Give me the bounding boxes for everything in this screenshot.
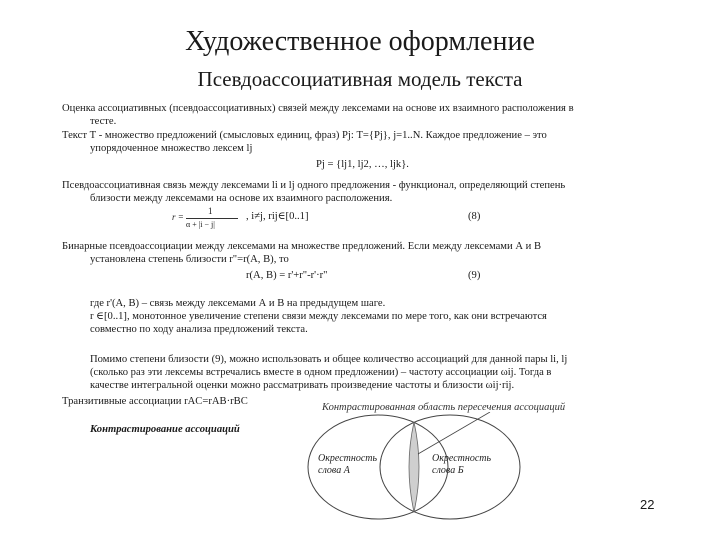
paragraph-8-contrast: Контрастирование ассоциаций <box>90 424 240 435</box>
paragraph-3-line-2: близости между лексемами на основе их взаимного расположения. <box>90 193 393 204</box>
formula-sentence-set: Рj = {lj1, lj2, …, ljk}. <box>316 159 409 170</box>
formula-denominator: α + |i − j| <box>186 220 215 229</box>
venn-pointer-line <box>418 412 490 454</box>
formula-proximity <box>172 206 242 232</box>
venn-left-label-line-1: Окрестность <box>318 453 378 464</box>
venn-title: Контрастированная область пересечения ассоциаций <box>322 402 566 413</box>
venn-right-label <box>432 453 491 477</box>
formula-lhs: r = <box>172 212 184 222</box>
formula-numerator: 1 <box>208 206 213 216</box>
venn-intersection <box>409 422 419 512</box>
paragraph-3-line-1: Псевдоассоциативная связь между лексемами li и lj одного предложения - функционал, определяющий степень <box>62 180 566 191</box>
paragraph-2-line-1: Текст Т - множество предложений (смысловых единиц, фраз) Рj: Т={Рj}, j=1..N. Каждое предложение – это <box>62 130 547 141</box>
paragraph-6-line-1: Помимо степени близости (9), можно использовать и общее количество ассоциаций для данной пары li, lj <box>90 354 568 365</box>
page-number: 22 <box>640 497 655 512</box>
paragraph-5-line-1: где r'(A, B) – связь между лексемами А и В на предыдущем шаге. <box>90 298 386 309</box>
equation-number-8: (8) <box>468 211 481 222</box>
paragraph-1-line-2: тесте. <box>90 116 117 127</box>
paragraph-6-line-2: (сколько раз эти лексемы встречались вместе в одном предложении) – частоту ассоциации ωij. Тогда в <box>90 367 552 378</box>
venn-left-label <box>318 453 377 477</box>
formula-binary-association: r(A, B) = r'+r"-r'·r" <box>246 270 328 281</box>
paragraph-5-line-2: r ∈[0..1], монотонное увеличение степени связи между лексемами по мере того, как они встречаются <box>90 311 547 322</box>
venn-left-label-line-2: слова А <box>318 465 350 476</box>
paragraph-4-line-2: установлена степень близости r"=r(A, B), то <box>90 254 289 265</box>
paragraph-7-transitive: Транзитивные ассоциации rAC=rAB·rBC <box>62 396 248 407</box>
slide-title: Художественное оформление <box>185 26 535 57</box>
fraction-bar <box>186 218 238 219</box>
paragraph-4-line-1: Бинарные псевдоассоциации между лексемами на множестве предложений. Если между лексемами А и В <box>62 241 542 252</box>
paragraph-1-line-1: Оценка ассоциативных (псевдоассоциативных) связей между лексемами на основе их взаимного расположения в <box>62 103 574 114</box>
paragraph-6-line-3: качестве интегральной оценки можно рассматривать произведение частоты и близости ωij·rij. <box>90 380 515 391</box>
equation-number-9: (9) <box>468 270 481 281</box>
venn-right-label-line-1: Окрестность <box>432 453 492 464</box>
paragraph-5-line-3: совместно по ходу анализа предложений текста. <box>90 324 308 335</box>
formula-proximity-condition: , i≠j, rij∈[0..1] <box>246 211 309 222</box>
paragraph-2-line-2: упорядоченное множество лексем lj <box>90 143 253 154</box>
slide-subtitle: Псевдоассоциативная модель текста <box>197 67 523 91</box>
venn-right-label-line-2: слова Б <box>432 465 464 476</box>
